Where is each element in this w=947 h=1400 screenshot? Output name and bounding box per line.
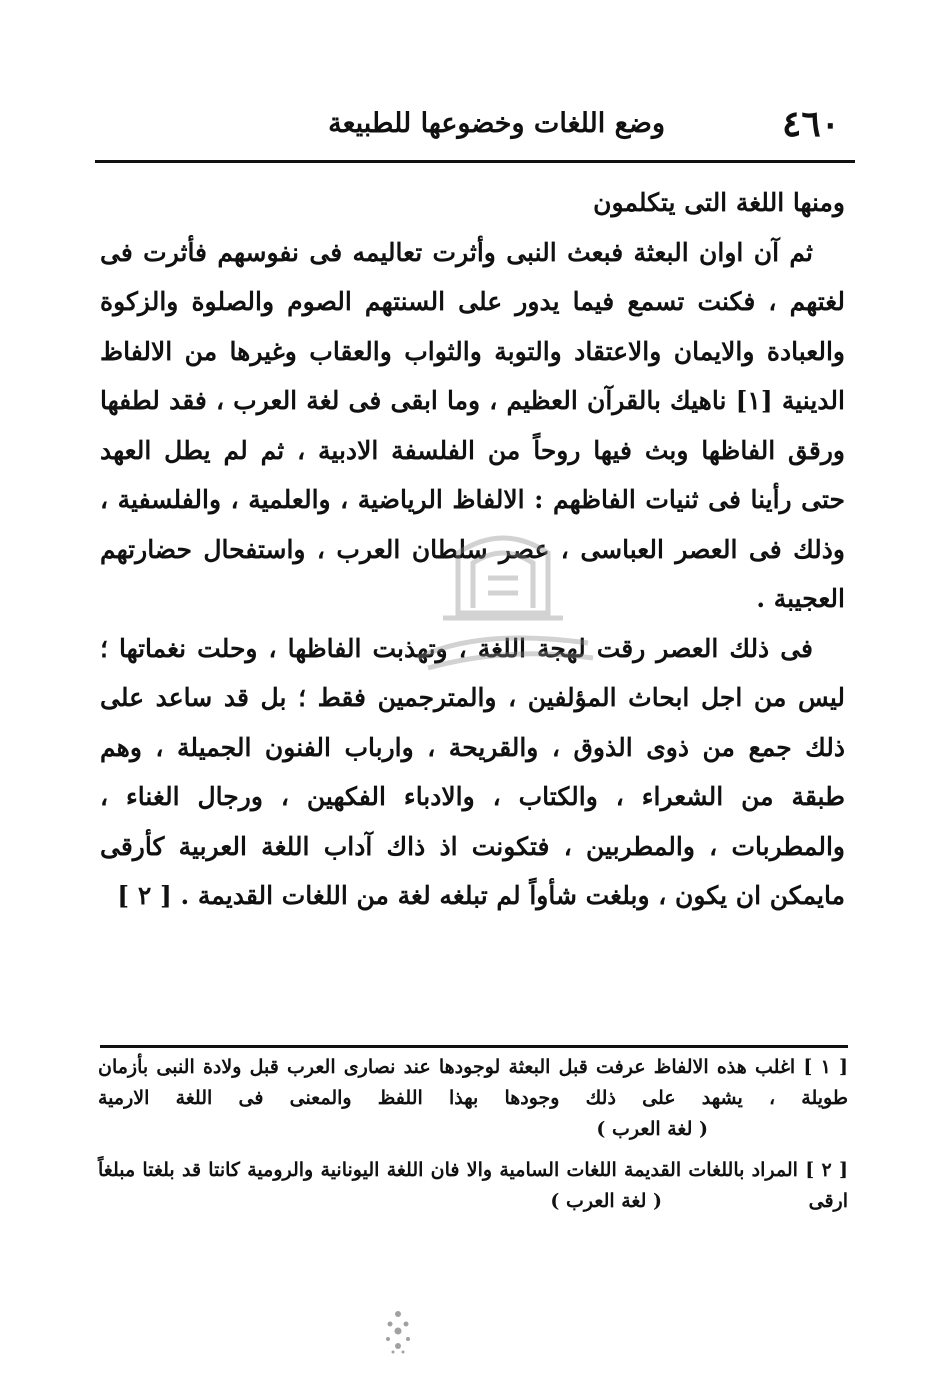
page-number: ٤٦٠ [781, 103, 840, 145]
paragraph-1: ومنها اللغة التى يتكلمون [593, 188, 845, 217]
running-title: وضع اللغات وخضوعها للطبيعة [328, 108, 665, 139]
footnote-2 [98, 1155, 848, 1217]
footnote-1-text: [ ١ ] اغلب هذه الالفاظ عرفت قبل البعثة لوجودها عند نصارى العرب قبل ولادة النبى بأزمان طويلة ، يشهد على ذلك وجودها بهذا اللفظ والمعنى فى اللغة الارمية [98, 1056, 848, 1109]
paragraph-2: ثم آن اوان البعثة فبعث النبى وأثرت تعاليمه فى نفوسهم فأثرت فى لغتهم ، فكنت تسمع فيما يدور على السنتهم الصوم والصلوة والزكوة والعبادة والايمان والاعتقاد والتوبة والثواب والعقاب وغيرها من الالفاظ الدينية [١] ناهيك بالقرآن العظيم ، وما ابقى فى لغة العرب ، فقد لطفها ورقق الفاظها وبث فيها روحاً من الفلسفة الادبية ، ثم لم يطل العهد حتى رأينا فى ثنيات الفاظهم : الالفاظ الرياضية ، والعلمية ، والفلسفية ، وذلك فى العصر العباسى ، عصر سلطان العرب ، واستفحال حضارتهم العجيبة . [100, 237, 845, 613]
page-header [95, 98, 840, 150]
paragraph-3: فى ذلك العصر رقت لهجة اللغة ، وتهذبت الفاظها ، وحلت نغماتها ؛ ليس من اجل ابحاث المؤلفين ، والمترجمين فقط ؛ بل قد ساعد على ذلك جمع من ذوى الذوق ، والقريحة ، وارباب الفنون الجميلة ، وهم طبقة من الشعراء ، والكتاب ، والادباء الفكهين ، ورجال الغناء ، والمطربات ، والمطربين ، فتكونت اذ ذاك آداب اللغة العربية كأرقى مايمكن ان يكون ، وبلغت شأواً لم تبلغه لغة من اللغات القديمة . [ ٢ ] [100, 633, 845, 910]
header-divider [95, 160, 855, 163]
printer-ornament-icon [378, 1306, 418, 1356]
footnote-2-source: ( لغة العرب ) [550, 1190, 662, 1212]
footnote-2-text: [ ٢ ] المراد باللغات القديمة اللغات السامية والا فان اللغة اليونانية والرومية كانتا قد بلغتا مبلغاً ارقى [98, 1159, 848, 1212]
footnote-1-source: ( لغة العرب ) [596, 1118, 708, 1140]
footnote-1 [98, 1052, 848, 1145]
library-seal-icon [398, 518, 608, 678]
footnotes [98, 1052, 848, 1217]
footnote-divider [100, 1045, 848, 1048]
